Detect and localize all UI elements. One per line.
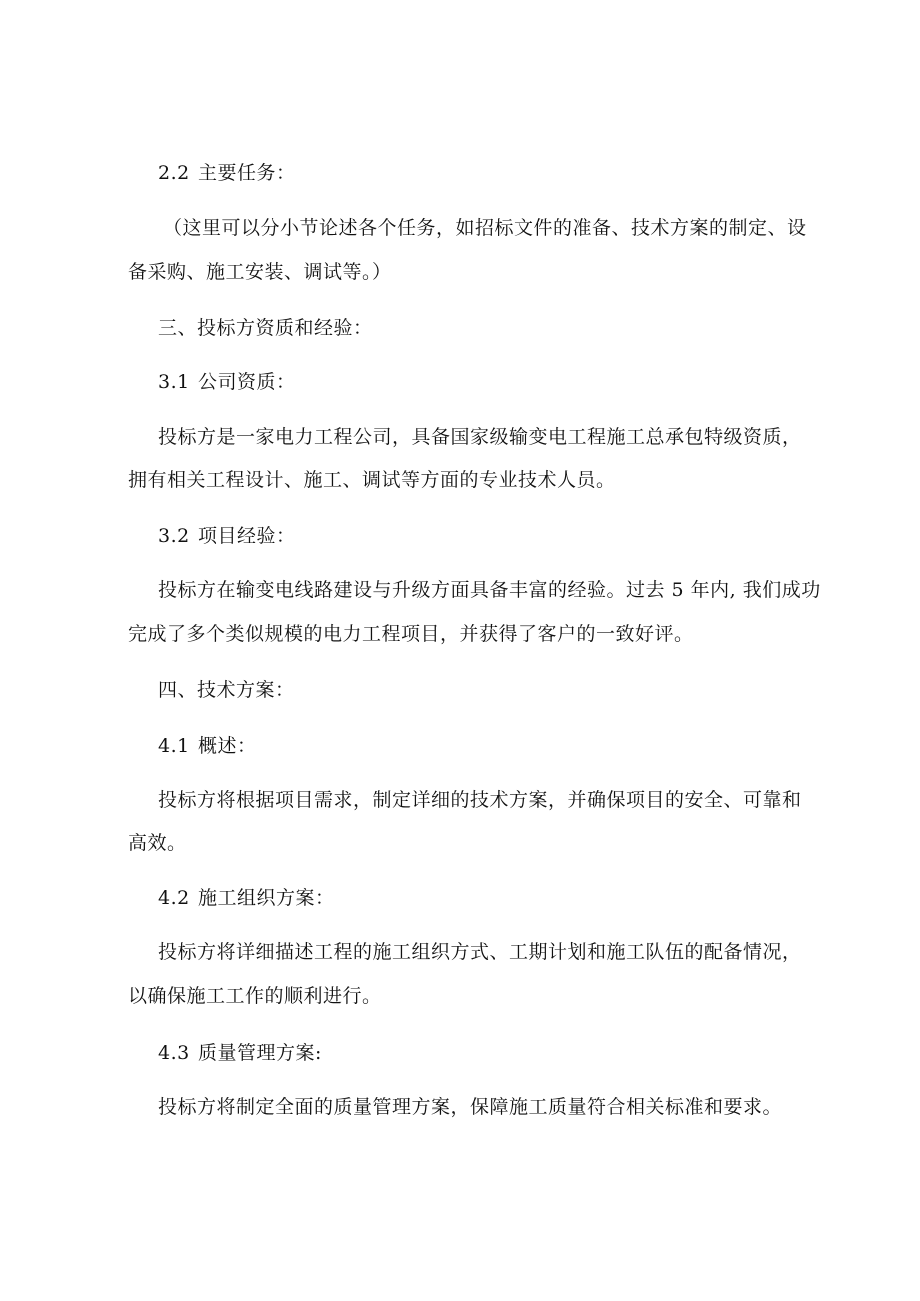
section-4-2-paragraph-line-2: 以确保施工工作的顺利进行。 [128, 985, 382, 1007]
section-title: 施工组织方案： [198, 887, 335, 909]
section-number: 3.2 [158, 525, 190, 547]
section-title: 项目经验： [198, 525, 296, 547]
section-2-2-note-line-2: 备采购、施工安装、调试等。） [128, 261, 392, 283]
section-4-1-paragraph-line-2: 高效。 [128, 832, 187, 854]
section-3-2-paragraph-line-2: 完成了多个类似规模的电力工程项目，并获得了客户的一致好评。 [128, 623, 694, 645]
section-2-2-heading [158, 161, 296, 185]
section-number: 4.1 [158, 735, 190, 757]
section-4-1-paragraph-line-1: 投标方将根据项目需求，制定详细的技术方案，并确保项目的安全、可靠和 [158, 789, 802, 811]
section-3-2-paragraph-line-1: 投标方在输变电线路建设与升级方面具备丰富的经验。过去 5 年内, 我们成功 [158, 579, 821, 601]
section-3-1-heading [158, 370, 296, 394]
section-3-2-heading [158, 524, 296, 548]
chapter-4-heading: 四、技术方案： [158, 679, 295, 701]
section-number: 3.1 [158, 371, 190, 393]
section-4-3-heading [158, 1041, 322, 1065]
section-2-2-note-line-1: （这里可以分小节论述各个任务，如招标文件的准备、技术方案的制定、设 [163, 217, 807, 239]
section-4-1-heading [158, 734, 257, 758]
section-title: 主要任务： [198, 162, 296, 184]
section-4-2-paragraph-line-1: 投标方将详细描述工程的施工组织方式、工期计划和施工队伍的配备情况， [158, 941, 802, 963]
section-3-1-paragraph-line-2: 拥有相关工程设计、施工、调试等方面的专业技术人员。 [128, 469, 616, 491]
section-4-2-heading [158, 886, 335, 910]
section-3-1-paragraph-line-1: 投标方是一家电力工程公司，具备国家级输变电工程施工总承包特级资质， [158, 426, 802, 448]
section-number: 4.2 [158, 887, 190, 909]
section-title: 质量管理方案: [198, 1042, 322, 1064]
section-title: 公司资质： [198, 371, 296, 393]
section-number: 4.3 [158, 1042, 190, 1064]
chapter-3-heading: 三、投标方资质和经验： [158, 317, 373, 339]
section-4-3-paragraph-line-1: 投标方将制定全面的质量管理方案，保障施工质量符合相关标准和要求。 [158, 1096, 783, 1118]
section-title: 概述： [198, 735, 257, 757]
section-number: 2.2 [158, 162, 190, 184]
